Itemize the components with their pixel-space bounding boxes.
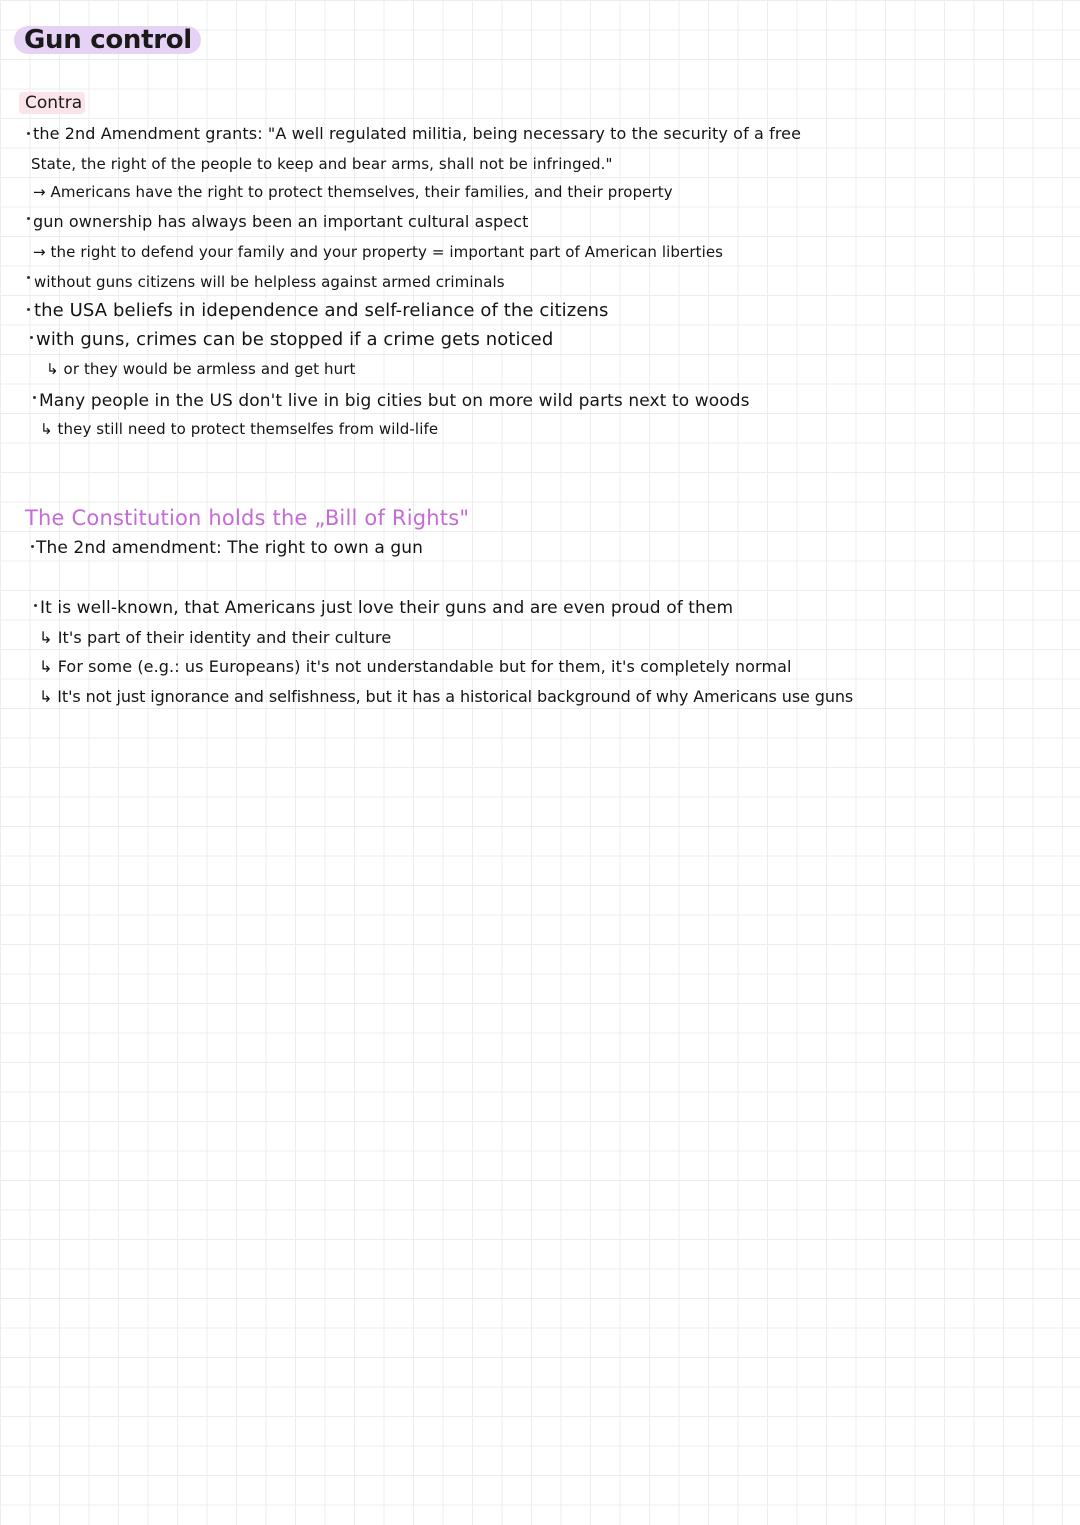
bullet-dot bbox=[30, 336, 33, 339]
bullet-dot bbox=[34, 604, 37, 607]
contra-line-3: → Americans have the right to protect themselves, their families, and their property bbox=[33, 183, 673, 201]
contra-line-7: the USA beliefs in idependence and self-reliance of the citizens bbox=[34, 300, 609, 321]
contra-line-9: ↳ or they would be armless and get hurt bbox=[46, 360, 356, 378]
contra-line-2: State, the right of the people to keep and bear arms, shall not be infringed." bbox=[31, 155, 613, 173]
bullet-dot bbox=[27, 217, 30, 220]
contra-line-6: without guns citizens will be helpless against armed criminals bbox=[34, 273, 505, 291]
contra-highlight bbox=[19, 92, 85, 114]
bullet-dot bbox=[27, 276, 30, 279]
constitution-line-2: It is well-known, that Americans just love their guns and are even proud of them bbox=[40, 598, 734, 618]
contra-line-1: the 2nd Amendment grants: "A well regulated militia, being necessary to the security of a free bbox=[33, 124, 802, 143]
bullet-dot bbox=[27, 132, 30, 135]
bullet-dot bbox=[27, 308, 30, 311]
contra-line-5: → the right to defend your family and your property = important part of American liberties bbox=[33, 243, 724, 261]
contra-line-10: Many people in the US don't live in big cities but on more wild parts next to woods bbox=[39, 391, 750, 411]
contra-heading: Contra bbox=[25, 93, 83, 113]
page-title: Gun control bbox=[24, 25, 192, 55]
contra-line-8: with guns, crimes can be stopped if a crime gets noticed bbox=[36, 329, 554, 350]
constitution-line-5: ↳ It's not just ignorance and selfishness, but it has a historical background of why Americans use guns bbox=[39, 687, 854, 706]
constitution-line-3: ↳ It's part of their identity and their culture bbox=[39, 628, 392, 647]
constitution-heading: The Constitution holds the „Bill of Rights" bbox=[25, 506, 470, 530]
contra-line-11: ↳ they still need to protect themselfes from wild-life bbox=[40, 420, 439, 438]
constitution-line-4: ↳ For some (e.g.: us Europeans) it's not understandable but for them, it's completely normal bbox=[39, 657, 792, 676]
bullet-dot bbox=[33, 396, 36, 399]
bullet-dot bbox=[31, 545, 34, 548]
constitution-line-1: The 2nd amendment: The right to own a gun bbox=[36, 538, 423, 558]
contra-line-4: gun ownership has always been an important cultural aspect bbox=[33, 212, 529, 231]
title-highlight bbox=[14, 26, 201, 54]
